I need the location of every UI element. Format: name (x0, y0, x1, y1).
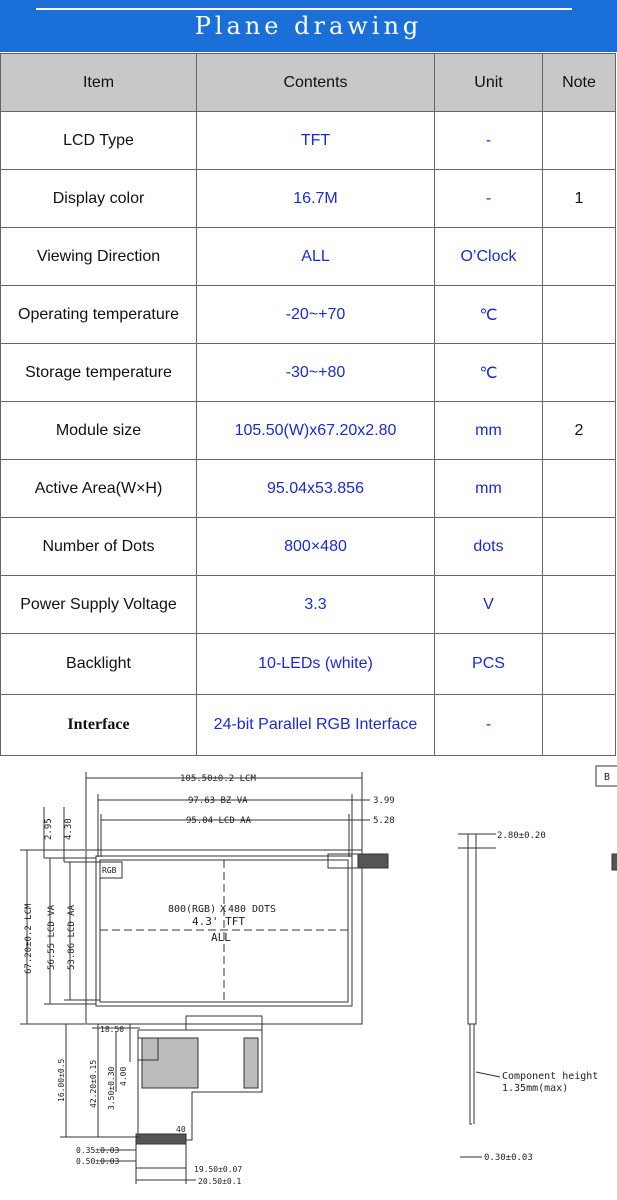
cell-item: Operating temperature (1, 286, 197, 344)
cell-contents: ALL (197, 228, 435, 286)
cell-note (543, 228, 616, 286)
banner-rule (36, 8, 572, 10)
panel-res-dots: DOTS (252, 904, 277, 915)
dim-lcd-aa-h: 53.86 LCD AA (67, 904, 77, 970)
cell-note: 1 (543, 170, 616, 228)
dim-295: 2.95 (44, 818, 54, 840)
cell-unit: dots (435, 518, 543, 576)
cell-item: Module size (1, 402, 197, 460)
table-row (1, 170, 616, 228)
cell-unit: V (435, 576, 543, 634)
dim-430: 4.30 (64, 818, 74, 840)
dim-lcm-height: 67.20±0.2 LCM (24, 903, 34, 974)
cell-contents: 95.04x53.856 (197, 460, 435, 518)
table-row (1, 518, 616, 576)
cell-unit: ℃ (435, 286, 543, 344)
cell-contents: -30~+80 (197, 344, 435, 402)
cell-contents: -20~+70 (197, 286, 435, 344)
mechanical-drawing (0, 762, 617, 1200)
dim-bz-va: 97.63 BZ VA (188, 796, 248, 806)
cell-contents: 24-bit Parallel RGB Interface (197, 695, 435, 756)
cell-note (543, 286, 616, 344)
dim-399: 3.99 (373, 796, 395, 806)
panel-b-label: B (604, 772, 611, 783)
cell-contents: 105.50(W)x67.20x2.80 (197, 402, 435, 460)
dim-4220: 42.20±0.15 (89, 1059, 98, 1108)
cell-unit: - (435, 170, 543, 228)
table-row (1, 695, 616, 756)
table-row (1, 344, 616, 402)
cell-item: LCD Type (1, 112, 197, 170)
cell-item: Storage temperature (1, 344, 197, 402)
dim-1950: 19.50±0.07 (194, 1165, 243, 1174)
dim-050: 0.50±0.03 (76, 1157, 120, 1166)
cell-item: Number of Dots (1, 518, 197, 576)
cell-unit: O’Clock (435, 228, 543, 286)
cell-unit: - (435, 695, 543, 756)
cell-note (543, 112, 616, 170)
panel-rgb: RGB (102, 866, 117, 875)
cell-note (543, 518, 616, 576)
dim-030: 0.30±0.03 (484, 1153, 533, 1163)
table-row (1, 286, 616, 344)
panel-res-480: 480 (228, 904, 247, 915)
cell-unit: - (435, 112, 543, 170)
table-row (1, 634, 616, 695)
cell-note: 2 (543, 402, 616, 460)
header-item: Item (1, 54, 197, 112)
table-row (1, 228, 616, 286)
header-note: Note (543, 54, 616, 112)
dim-035: 0.35±0.03 (76, 1146, 120, 1155)
cell-contents: 3.3 (197, 576, 435, 634)
dim-thickness: 2.80±0.20 (497, 831, 546, 841)
dim-350: 3.50±0.30 (107, 1066, 116, 1110)
header-unit: Unit (435, 54, 543, 112)
fpc-pins (136, 1134, 186, 1144)
cell-item: Viewing Direction (1, 228, 197, 286)
section-banner (0, 0, 617, 52)
table-header-row (1, 54, 616, 112)
cell-item: Power Supply Voltage (1, 576, 197, 634)
table-row (1, 576, 616, 634)
panel-res-rgb: (RGB) (186, 904, 217, 915)
pin-40: 40 (176, 1125, 186, 1134)
cell-contents: 800×480 (197, 518, 435, 576)
component-height-label: Component height (502, 1071, 599, 1082)
panel-size: 4.3' TFT (192, 915, 245, 928)
dim-lcd-va: 56.55 LCD VA (47, 904, 57, 970)
dim-lcm-width: 105.50±0.2 LCM (180, 774, 256, 784)
cell-item: Display color (1, 170, 197, 228)
cell-note (543, 634, 616, 695)
cell-item: Active Area(W×H) (1, 460, 197, 518)
cell-unit: PCS (435, 634, 543, 695)
fpc-hatched (142, 1038, 198, 1088)
cell-item: Interface (1, 695, 197, 756)
header-contents: Contents (197, 54, 435, 112)
panel-res-x: X (220, 904, 227, 915)
side-view-module (468, 834, 476, 1024)
dim-2050: 20.50±0.1 (198, 1177, 242, 1186)
cell-item: Backlight (1, 634, 197, 695)
cell-note (543, 576, 616, 634)
panel-res-800: 800 (168, 904, 187, 915)
dim-528: 5.28 (373, 816, 395, 826)
cell-note (543, 344, 616, 402)
cell-contents: 10-LEDs (white) (197, 634, 435, 695)
cell-unit: ℃ (435, 344, 543, 402)
cell-contents: TFT (197, 112, 435, 170)
table-row (1, 112, 616, 170)
section-title: Plane drawing (194, 12, 423, 40)
cell-contents: 16.7M (197, 170, 435, 228)
table-row (1, 460, 616, 518)
panel-view: ALL (211, 931, 231, 944)
dim-1850: 18.50 (100, 1025, 125, 1034)
spec-table (0, 53, 616, 756)
dim-lcd-aa: 95.04 LCD AA (186, 816, 252, 826)
dim-1600: 16.00±0.5 (57, 1058, 66, 1102)
cell-note (543, 460, 616, 518)
cell-unit: mm (435, 460, 543, 518)
cell-unit: mm (435, 402, 543, 460)
component-height-value: 1.35mm(max) (502, 1083, 569, 1094)
dim-400: 4.00 (119, 1066, 128, 1086)
table-row (1, 402, 616, 460)
cell-note (543, 695, 616, 756)
